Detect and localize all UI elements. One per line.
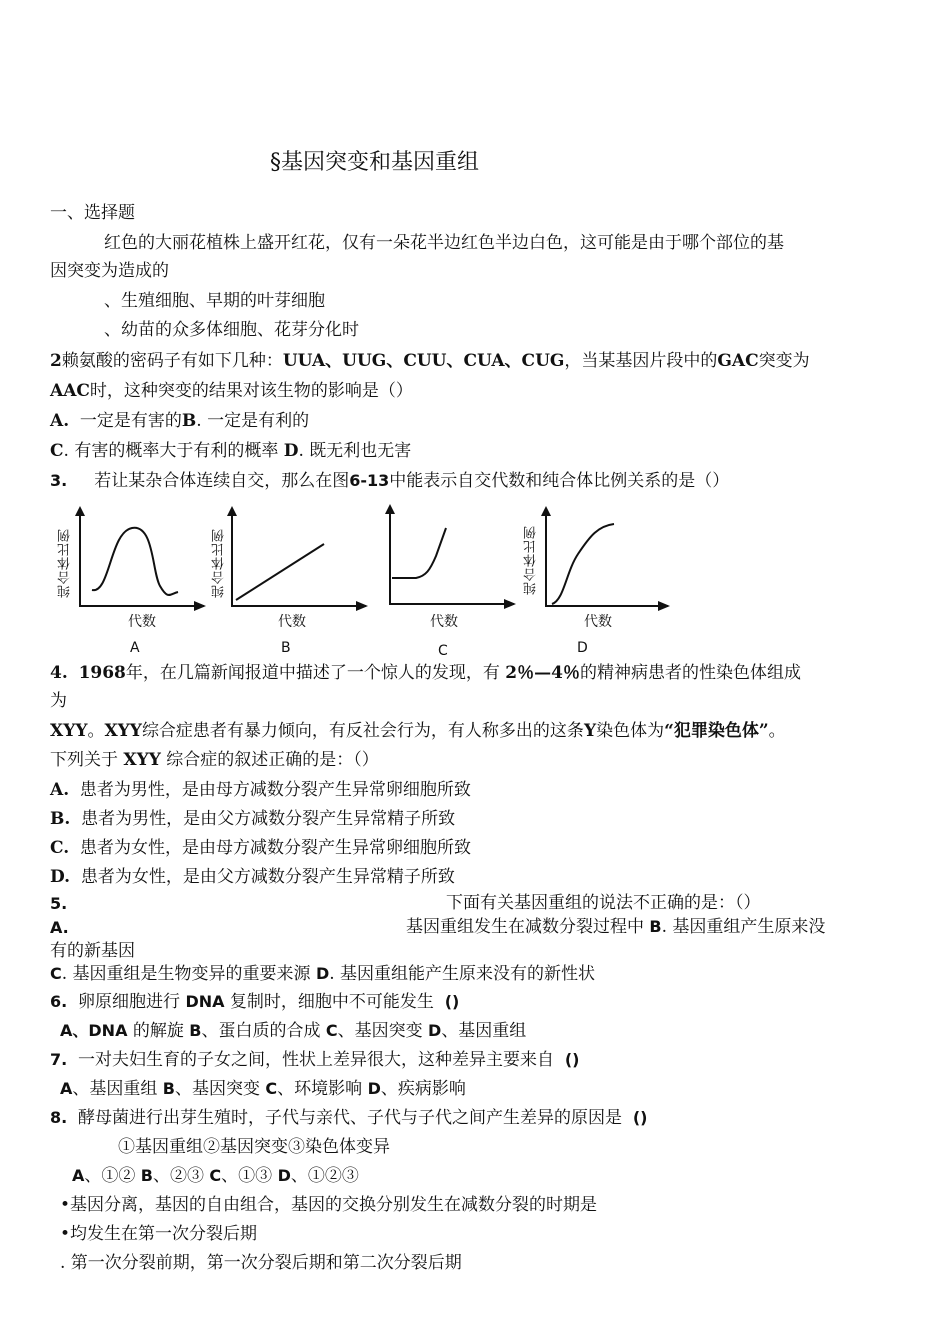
q1-text: 红色的大丽花植株上盛开红花，仅有一朵花半边红色半边白色，这可能是由于哪个部位的基 <box>104 233 784 253</box>
q4-text-5: 综合症患者有暴力倾向，有反社会行为，有人称多出的这条 <box>141 721 584 741</box>
graph-d <box>536 502 676 612</box>
q4-year: 1968 <box>78 663 126 683</box>
q5-c-label: C <box>50 964 62 983</box>
q7-d-text: 、疾病影响 <box>380 1079 466 1099</box>
q7-c-text: 、环境影响 <box>277 1079 363 1099</box>
q6-a-text: 的解旋 <box>132 1021 184 1041</box>
graph-a-xlabel: 代数 <box>128 614 156 630</box>
q2-stem <box>50 350 810 372</box>
q8-d-text: 、①②③ <box>290 1166 359 1186</box>
q4-text-3: 为 <box>50 691 67 711</box>
q5-b-cont: 有的新基因 <box>50 941 135 961</box>
q1-text-cont: 因突变为造成的 <box>50 261 169 281</box>
q4-option-c <box>50 837 471 859</box>
q5-number: 5. <box>50 894 68 913</box>
q8-text-1: 酵母菌进行出芽生殖时，子代与亲代、子代与子代之间产生差异的原因是 <box>78 1108 623 1128</box>
q5-d-text: . 基因重组能产生原来没有的新性状 <box>329 964 596 984</box>
q4-quote: “犯罪染色体” <box>664 721 769 741</box>
q6-c-label: C <box>325 1021 338 1040</box>
q9-option-1: •均发生在第一次分裂后期 <box>60 1224 258 1244</box>
q6-text-1: 卵原细胞进行 <box>78 992 181 1012</box>
q4-stem <box>50 662 801 684</box>
q4-option-c-label: C. <box>50 838 70 858</box>
q2-text-2: ，当某基因片段中的 <box>564 351 718 371</box>
q1-option-2: 、幼苗的众多体细胞、花芽分化时 <box>104 320 359 340</box>
q2-d-text: . 既无利也无害 <box>298 441 412 461</box>
q4-text-4: 。 <box>87 721 105 741</box>
q6-dna: DNA <box>185 992 225 1011</box>
q8-d-label: D <box>277 1166 291 1185</box>
q2-text-1: 赖氨酸的密码子有如下几种： <box>61 351 283 371</box>
q8-c-label: C <box>209 1166 222 1185</box>
q6-a-dna: DNA <box>88 1021 128 1040</box>
q4-question <box>50 749 379 771</box>
q8-a-text: 、①② <box>84 1166 136 1186</box>
q4-option-b-label: B. <box>50 809 71 829</box>
q4-option-d-label: D. <box>50 867 71 887</box>
graph-a-ylabel: 纯合体比例 <box>58 528 73 598</box>
q5-option-ab <box>406 916 825 938</box>
q5-a-label: A. <box>50 918 69 937</box>
q2-text-4: 时，这种突变的结果对该生物的影响是（） <box>89 381 413 401</box>
q5-d-label: D <box>315 964 330 983</box>
q2-number: 2 <box>50 351 62 371</box>
q6-text-2: 复制时，细胞中不可能发生 <box>229 992 434 1012</box>
q6-d-text: 、基因重组 <box>441 1021 527 1041</box>
graph-b-xlabel: 代数 <box>278 614 306 630</box>
q2-c-text: . 有害的概率大于有利的概率 <box>63 441 279 461</box>
graph-d-ylabel: 纯合体比例 <box>524 525 539 595</box>
q5-c-text: . 基因重组是生物变异的重要来源 <box>61 964 311 984</box>
q4-option-d-text: 患者为女性，是由父方减数分裂产生异常精子所致 <box>80 867 455 887</box>
q4-text-2: 的精神病患者的性染色体组成 <box>579 663 801 683</box>
q4-option-a <box>50 779 471 801</box>
q4-option-b-text: 患者为男性，是由父方减数分裂产生异常精子所致 <box>81 809 456 829</box>
q2-b-text: . 一定是有利的 <box>196 411 310 431</box>
graph-c <box>380 500 520 610</box>
q5-stem: 下面有关基因重组的说法不正确的是：（） <box>446 893 761 913</box>
q4-text-9: 综合症的叙述正确的是：（） <box>166 750 379 770</box>
q4-stem-cont <box>50 720 786 742</box>
q4-text-7: 。 <box>768 721 786 741</box>
section-heading: 一、选择题 <box>50 203 135 223</box>
q5-b-text: . 基因重组产生原来没 <box>661 917 826 937</box>
q9-stem: •基因分离，基因的自由组合，基因的交换分别发生在减数分裂的时期是 <box>60 1195 598 1215</box>
q8-stem <box>50 1107 647 1129</box>
q4-option-c-text: 患者为女性，是由母方减数分裂产生异常卵细胞所致 <box>79 838 471 858</box>
graph-b-label: B <box>281 640 291 656</box>
q8-a-label: A <box>72 1166 85 1185</box>
q4-option-a-text: 患者为男性，是由母方减数分裂产生异常卵细胞所致 <box>79 780 471 800</box>
page-title: §基因突变和基因重组 <box>270 150 480 175</box>
q4-text-1: 年，在几篇新闻报道中描述了一个惊人的发现，有 <box>125 663 500 683</box>
q7-c-label: C <box>265 1079 278 1098</box>
graph-d-label: D <box>577 640 588 656</box>
q2-c-label: C <box>50 441 64 461</box>
q6-d-label: D <box>428 1021 442 1040</box>
q1-option-1: 、生殖细胞、早期的叶芽细胞 <box>104 291 325 311</box>
q2-a-text: 一定是有害的 <box>79 411 182 431</box>
q8-c-text: 、①③ <box>221 1166 273 1186</box>
graph-a <box>70 502 210 612</box>
q8-items: ①基因重组②基因突变③染色体变异 <box>118 1137 390 1157</box>
q2-d-label: D <box>283 441 299 461</box>
q8-options <box>72 1165 359 1187</box>
q6-b-text: 、蛋白质的合成 <box>201 1021 321 1041</box>
q6-stem <box>50 991 459 1013</box>
q3-number: 3. <box>50 471 68 490</box>
q6-c-text: 、基因突变 <box>337 1021 423 1041</box>
graph-c-xlabel: 代数 <box>430 614 458 630</box>
q8-paren: () <box>632 1108 648 1127</box>
q7-options <box>60 1078 466 1100</box>
q6-paren: () <box>444 992 460 1011</box>
q2-stem-cont <box>50 380 413 402</box>
q3-stem <box>50 470 729 492</box>
q2-gac: GAC <box>717 351 759 371</box>
q4-option-b <box>50 808 455 830</box>
q8-b-text: 、②③ <box>153 1166 204 1186</box>
q5-a-text: 基因重组发生在减数分裂过程中 <box>406 917 644 937</box>
q4-text-8: 下列关于 <box>50 750 118 770</box>
q7-b-label: B <box>162 1079 175 1098</box>
q8-number: 8. <box>50 1108 68 1127</box>
q7-paren: () <box>564 1050 580 1069</box>
q2-b-label: B <box>181 411 197 431</box>
q4-xyy-3: XYY <box>123 750 161 770</box>
q4-xyy: XYY <box>50 721 88 741</box>
graph-b <box>222 502 372 612</box>
q7-text-1: 一对夫妇生育的子女之间，性状上差异很大，这种差异主要来自 <box>78 1050 555 1070</box>
q9-option-2: . 第一次分裂前期，第一次分裂后期和第二次分裂后期 <box>60 1253 462 1273</box>
graph-d-xlabel: 代数 <box>584 614 612 630</box>
q4-option-d <box>50 866 455 888</box>
q4-text-6: 染色体为 <box>596 721 665 741</box>
q6-number: 6. <box>50 992 68 1011</box>
q6-options <box>60 1020 526 1042</box>
q2-options-ab <box>50 410 309 432</box>
q4-option-a-label: A. <box>50 780 70 800</box>
q7-number: 7. <box>50 1050 68 1069</box>
q4-number: 4. <box>50 663 68 683</box>
q4-y: Y <box>583 721 597 741</box>
q7-a-label: A <box>60 1079 73 1098</box>
q4-xyy-2: XYY <box>104 721 142 741</box>
q3-figure-ref: 6-13 <box>349 471 390 490</box>
q2-codons: UUA、UUG、CUU、CUA、CUG <box>282 351 565 371</box>
q8-b-label: B <box>140 1166 153 1185</box>
q3-text-2: 中能表示自交代数和纯合体比例关系的是（） <box>389 471 730 491</box>
q7-a-text: 、基因重组 <box>72 1079 158 1099</box>
q2-a-label: A. <box>50 411 70 431</box>
graph-a-label: A <box>130 640 140 656</box>
q2-aac: AAC <box>50 381 90 401</box>
q2-options-cd <box>50 440 411 462</box>
q5-b-label: B <box>649 917 662 936</box>
graph-c-label: C <box>438 643 448 659</box>
q7-b-text: 、基因突变 <box>175 1079 260 1099</box>
q7-stem <box>50 1049 579 1071</box>
q3-text-1: 若让某杂合体连续自交，那么在图 <box>94 471 350 491</box>
q6-a-label: A、 <box>60 1021 89 1040</box>
q4-percent: 2％—4％ <box>505 663 580 683</box>
q7-d-label: D <box>367 1079 381 1098</box>
graph-b-ylabel: 纯合体比例 <box>212 528 227 598</box>
q5-option-cd <box>50 963 595 985</box>
q2-text-3: 突变为 <box>758 351 810 371</box>
q6-b-label: B <box>189 1021 202 1040</box>
